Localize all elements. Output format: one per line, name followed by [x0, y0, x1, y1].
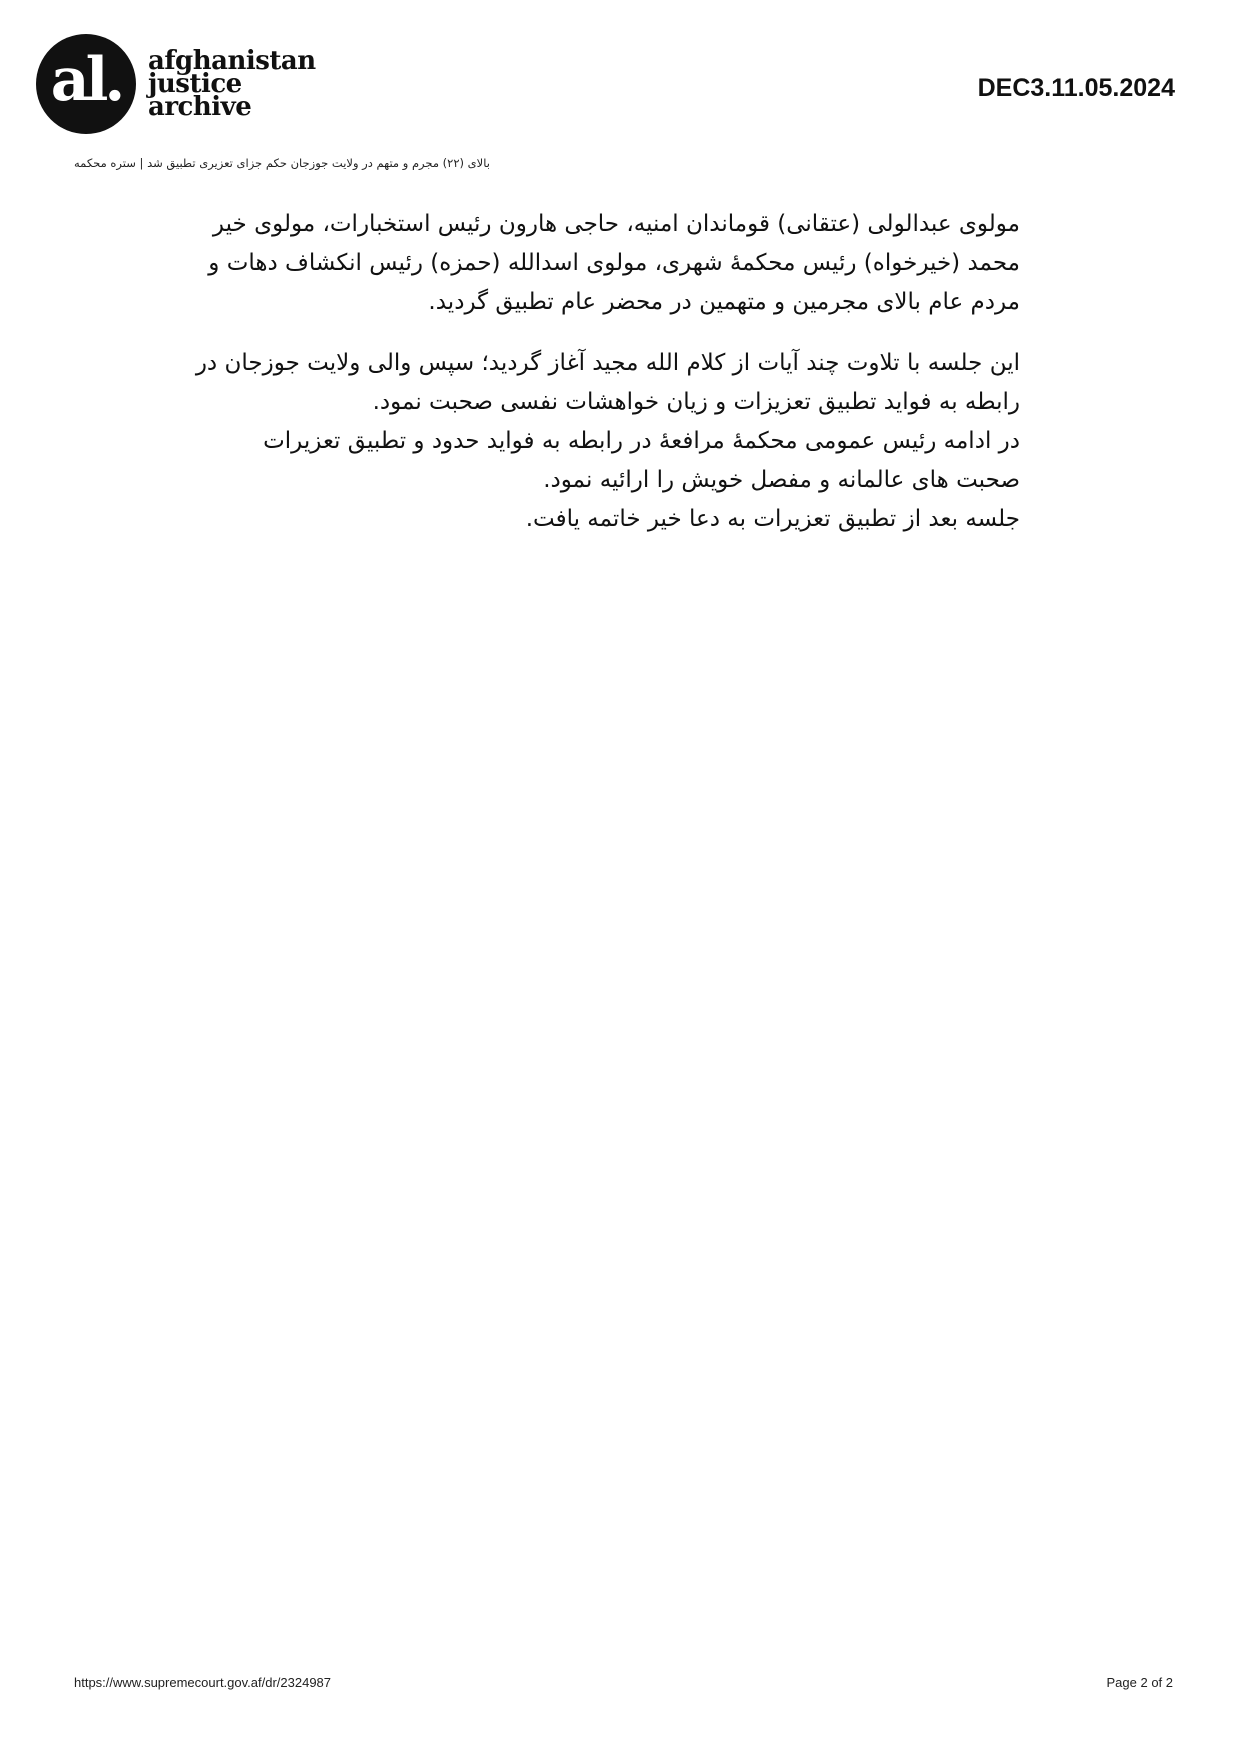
paragraph: [120, 344, 1020, 539]
text-line: صحبت های عالمانه و مفصل خویش را ارائیه نمود.: [543, 467, 1020, 493]
document-body: [120, 205, 1020, 561]
text-line: در ادامه رئیس عمومی محکمۀ مرافعۀ در رابطه به فواید حدود و تطبیق تعزیرات: [263, 428, 1020, 454]
text-line: مولوی عبدالولی (عتقانی) قوماندان امنیه، حاجی هارون رئیس استخبارات، مولوی خیر: [212, 211, 1020, 237]
source-url: https://www.supremecourt.gov.af/dr/2324987: [74, 1675, 332, 1690]
logo-wordmark: [148, 45, 316, 122]
page-header-title: بالای (۲۲) مجرم و متهم در ولایت جوزجان حکم جزای تعزیری تطبیق شد | ستره محکمه: [74, 156, 490, 170]
logo-word: afghanistan: [148, 45, 316, 76]
text-line: رابطه به فواید تطبیق تعزیزات و زیان خواهشات نفسی صحبت نمود.: [372, 389, 1020, 415]
logo-mark: al.: [36, 34, 136, 134]
logo-word: archive: [148, 91, 252, 122]
page-number: Page 2 of 2: [1106, 1675, 1173, 1690]
text-line: این جلسه با تلاوت چند آیات از کلام الله مجید آغاز گردید؛ سپس والی ولایت جوزجان در: [195, 350, 1020, 376]
site-logo: [36, 34, 316, 134]
text-line: جلسه بعد از تطبیق تعزیرات به دعا خیر خاتمه یافت.: [525, 506, 1020, 532]
text-line: محمد (خیرخواه) رئیس محکمۀ شهری، مولوی اسدالله (حمزه) رئیس انکشاف دهات و: [208, 250, 1020, 276]
document-code: DEC3.11.05.2024: [977, 74, 1175, 102]
logo-word: justice: [148, 68, 242, 99]
text-line: مردم عام بالای مجرمین و متهمین در محضر عام تطبیق گردید.: [428, 289, 1020, 315]
paragraph: [120, 205, 1020, 322]
